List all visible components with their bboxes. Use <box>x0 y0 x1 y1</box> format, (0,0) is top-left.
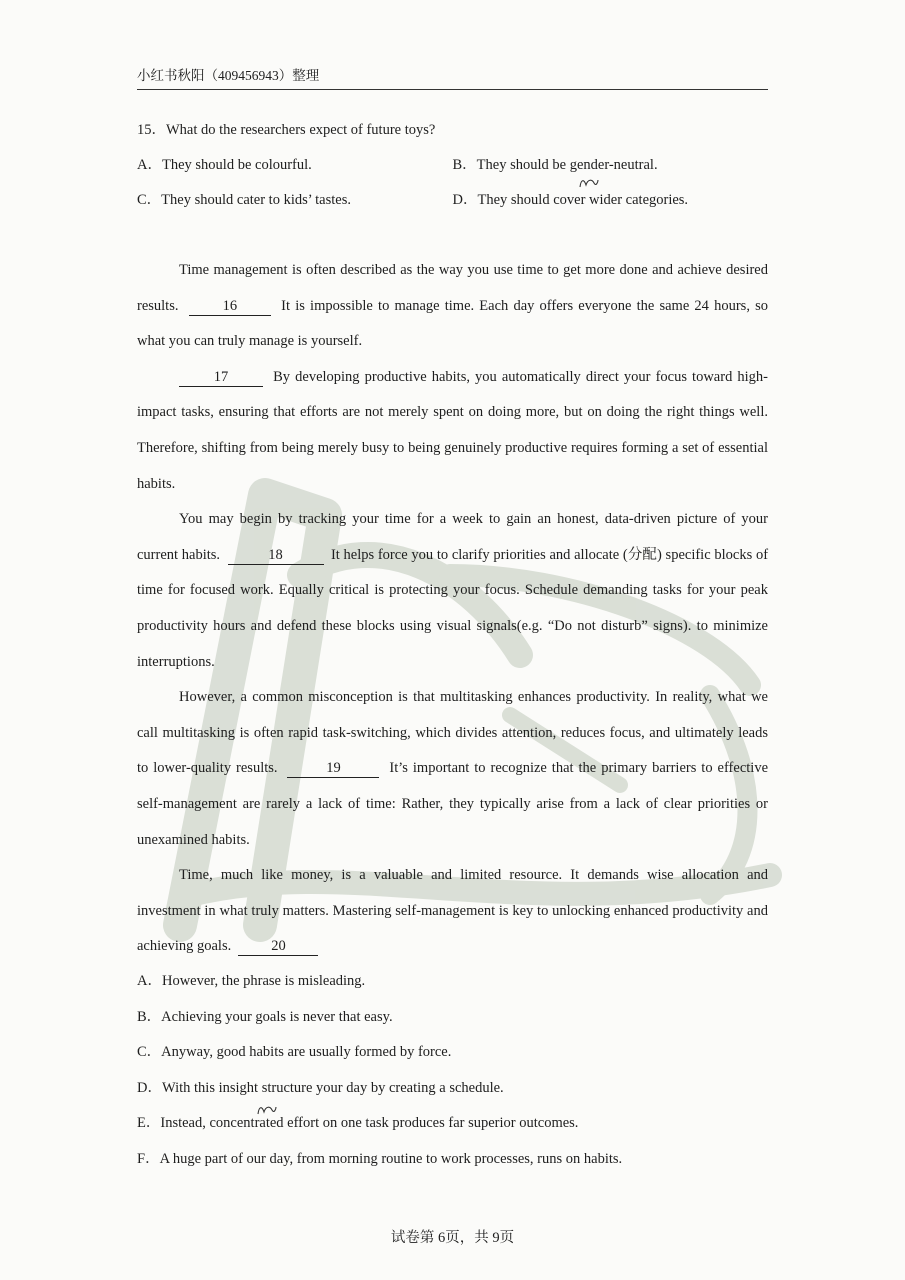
passage <box>137 253 768 965</box>
choice-c <box>137 1035 768 1071</box>
choice-b <box>137 1000 768 1036</box>
choice-text: Instead, concentrated effort on one task produces far superior outcomes. <box>160 1115 579 1132</box>
page-footer: 试卷第 6页，共 9页 <box>390 1230 515 1246</box>
choice-letter: D． <box>137 1079 162 1096</box>
choice-text: However, the phrase is misleading. <box>161 973 366 989</box>
choice-letter: E． <box>137 1115 161 1132</box>
option-letter: A． <box>137 157 162 173</box>
choice-d <box>137 1071 768 1107</box>
blank-17: 17 <box>179 369 263 387</box>
paragraph-text: It’s important to recognize that the primary barriers to effective self-management are rarely a lack of time: Rather, they typically arise from a lack of clear priorities or unexamined habits. <box>137 760 769 848</box>
option-letter: C． <box>137 192 162 208</box>
option-letter: B． <box>452 157 477 173</box>
choice-text: A huge part of our day, from morning routine to work processes, runs on habits. <box>159 1150 623 1167</box>
paragraph-text: Time management is often described as the way you use time to get more done and achieve desired results. <box>137 262 768 314</box>
choice-text: With this insight structure your day by creating a schedule. <box>161 1079 504 1096</box>
paragraph-3 <box>137 502 768 680</box>
paragraph-2 <box>137 360 768 502</box>
question-15-option-a <box>137 153 453 173</box>
choice-a <box>137 964 768 1000</box>
choice-letter: A． <box>137 973 162 989</box>
choice-letter: C． <box>137 1044 162 1061</box>
option-letter: D． <box>452 192 478 208</box>
paragraph-text: By developing productive habits, you automatically direct your focus toward high-impact tasks, ensuring that efforts are not merely spent on doing more, but on doing the right things well. Therefore, shifting from being merely busy to being genuinely productive requires forming a set of essential habits. <box>137 368 768 492</box>
question-15-options-row-1 <box>137 153 768 173</box>
blank-16: 16 <box>189 298 271 316</box>
choice-text: Anyway, good habits are usually formed by force. <box>161 1044 452 1061</box>
option-text: They should cater to kids’ tastes. <box>161 192 351 208</box>
blank-20: 20 <box>238 938 318 956</box>
paragraph-5 <box>137 858 768 965</box>
option-text: They should cover wider categories. <box>477 192 689 208</box>
choice-letter: B． <box>137 1008 162 1025</box>
choice-e <box>137 1106 768 1142</box>
question-15-options-row-2 <box>137 188 768 208</box>
paragraph-text: It helps force you to clarify priorities and allocate (分配) specific blocks of time for focused work. Equally critical is protecting your focus. Schedule demanding tasks for your peak productivity hours and defend these blocks using visual signals(e.g. “Do not disturb” signs). to minimize interruptions. <box>137 546 769 670</box>
paragraph-1 <box>137 253 768 360</box>
question-15-stem: 15．What do the researchers expect of future toys? <box>137 122 436 138</box>
choice-text: Achieving your goals is never that easy. <box>161 1008 393 1025</box>
question-15-option-b <box>453 153 769 173</box>
answer-choices <box>137 964 768 1178</box>
option-text: They should be colourful. <box>161 157 312 173</box>
paragraph-text: It is impossible to manage time. Each day offers everyone the same 24 hours, so what you can truly manage is yourself. <box>137 297 769 350</box>
paragraph-text: Time, much like money, is a valuable and limited resource. It demands wise allocation and investment in what truly matters. Mastering self-management is key to unlocking enhanced productivity and achieving goals. <box>137 867 768 955</box>
page-header: 小红书秋阳（409456943）整理 <box>137 64 768 90</box>
option-text: They should be gender-neutral. <box>476 157 658 173</box>
choice-letter: F． <box>137 1150 160 1167</box>
question-15-option-d <box>453 188 769 208</box>
paragraph-text: However, a common misconception is that multitasking enhances productivity. In reality, what we call multitasking is often rapid task-switching, which divides attention, reduces focus, and ultimately leads to lower-quality results. <box>137 689 768 777</box>
blank-18: 18 <box>228 547 324 565</box>
blank-19: 19 <box>287 760 379 778</box>
question-15 <box>137 118 768 208</box>
paragraph-4 <box>137 680 768 858</box>
paragraph-text: You may begin by tracking your time for a week to gain an honest, data-driven picture of your current habits. <box>137 511 768 563</box>
question-15-option-c <box>137 188 453 208</box>
choice-f <box>137 1142 768 1178</box>
